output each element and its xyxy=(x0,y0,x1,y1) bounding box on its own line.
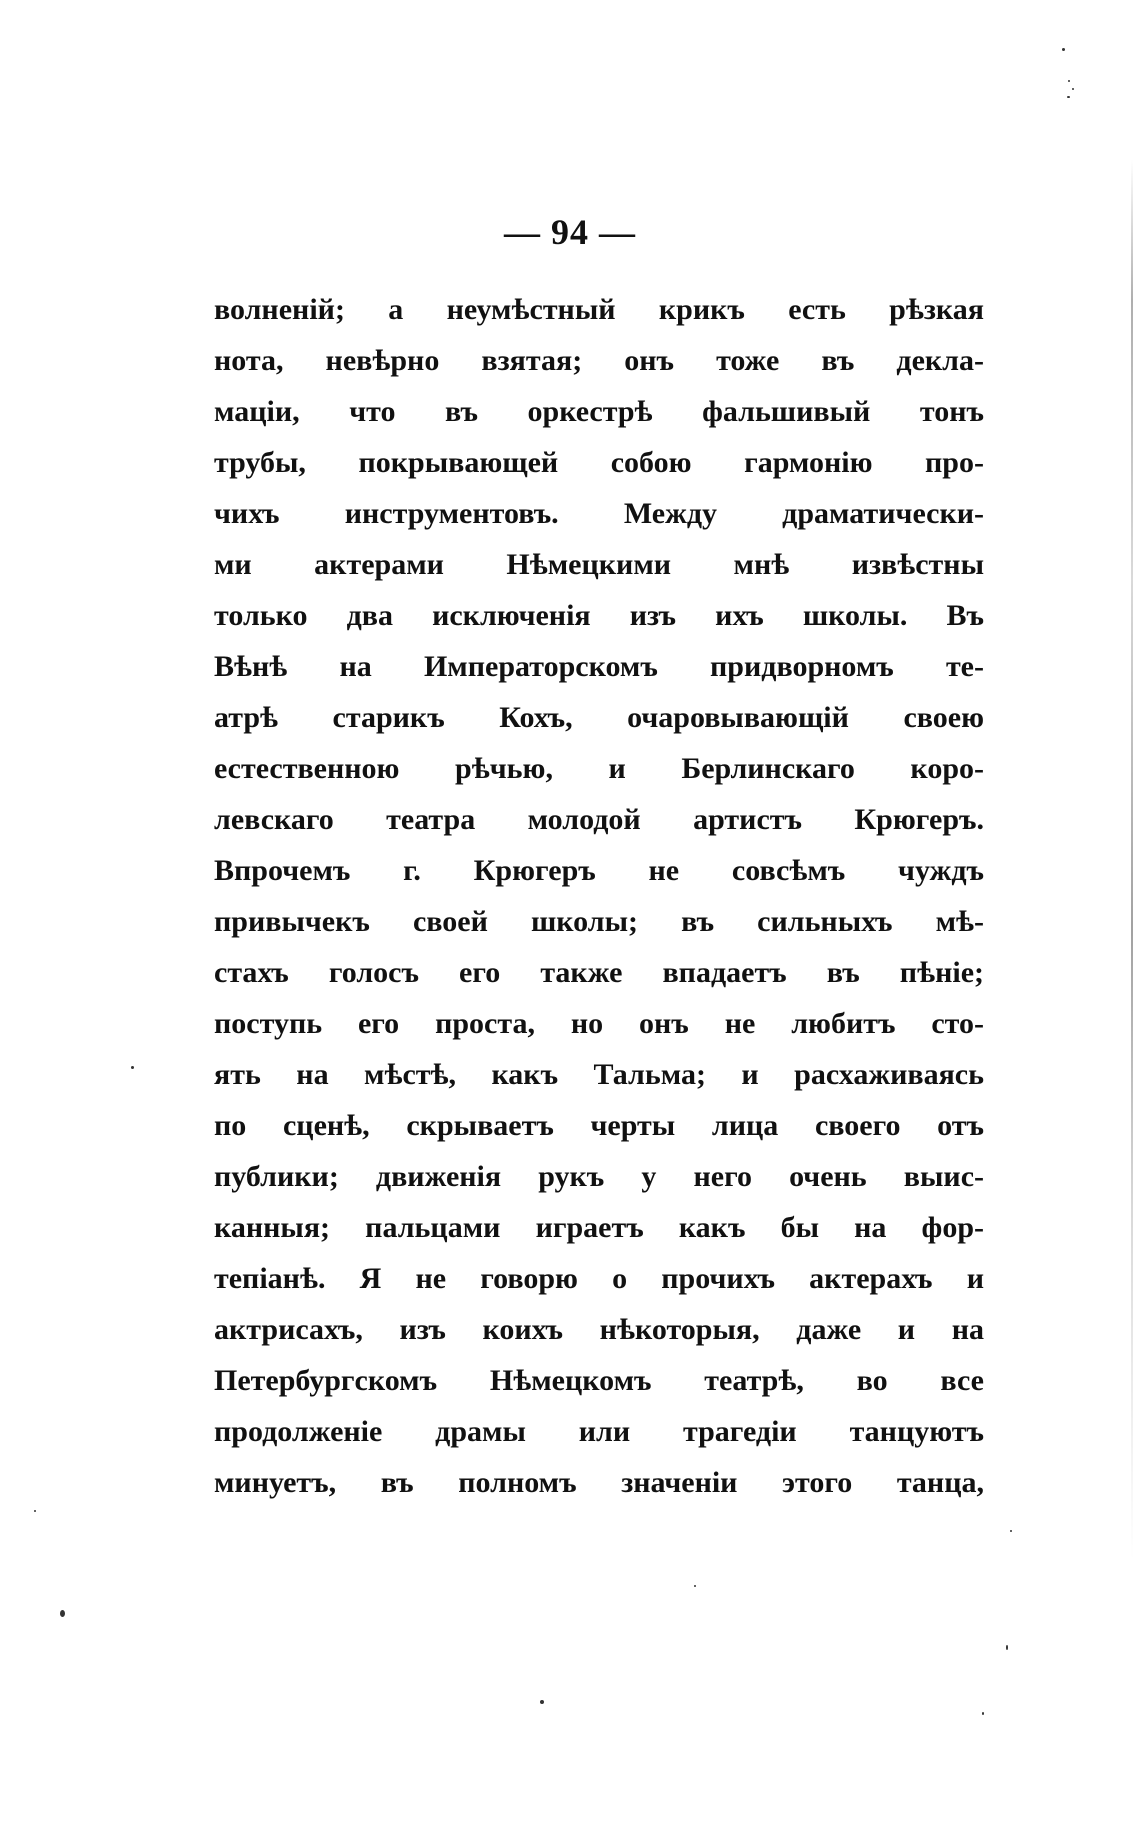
text-line: левскаго театра молодой артистъ Крюгеръ. xyxy=(214,803,984,836)
scan-speck xyxy=(1010,1530,1012,1532)
text-line: Впрочемъ г. Крюгеръ не совсѣмъ чуждъ xyxy=(214,854,984,887)
text-line: маціи, что въ оркестрѣ фальшивый тонъ xyxy=(214,395,984,428)
text-line: Вѣнѣ на Императорскомъ придворномъ те- xyxy=(214,650,984,683)
text-line: поступь его проста, но онъ не любитъ сто- xyxy=(214,1007,984,1040)
text-line: продолженіе драмы или трагедіи танцуютъ xyxy=(214,1415,984,1448)
text-line: нота, невѣрно взятая; онъ тоже въ декла- xyxy=(214,344,984,377)
text-line: минуетъ, въ полномъ значеніи этого танца, xyxy=(214,1466,984,1499)
page-number: — 94 — xyxy=(504,212,636,252)
text-line: тепіанѣ. Я не говорю о прочихъ актерахъ и xyxy=(214,1262,984,1295)
text-line: актрисахъ, изъ коихъ нѣкоторыя, даже и на xyxy=(214,1313,984,1346)
text-line: волненій; а неумѣстный крикъ есть рѣзкая xyxy=(214,293,984,326)
text-line: публики; движенія рукъ у него очень выис- xyxy=(214,1160,984,1193)
scan-speck xyxy=(60,1610,65,1617)
text-line: естественною рѣчью, и Берлинскаго коро- xyxy=(214,752,984,785)
scan-speck xyxy=(540,1700,544,1704)
text-line: только два исключенія изъ ихъ школы. Въ xyxy=(214,599,984,632)
text-line: трубы, покрывающей собою гармонію про- xyxy=(214,446,984,479)
scan-speck xyxy=(1062,48,1065,51)
scan-speck xyxy=(1006,1645,1008,1650)
scan-speck xyxy=(34,1510,36,1512)
scan-speck xyxy=(131,1066,134,1069)
text-line: Петербургскомъ Нѣмецкомъ театрѣ, во все xyxy=(214,1364,984,1397)
text-line: канныя; пальцами играетъ какъ бы на фор- xyxy=(214,1211,984,1244)
scan-speck xyxy=(694,1585,696,1587)
scan-edge-shadow xyxy=(1131,160,1133,1560)
scan-speck xyxy=(1068,80,1070,82)
text-line: ми актерами Нѣмецкими мнѣ извѣстны xyxy=(214,548,984,581)
text-line: по сценѣ, скрываетъ черты лица своего отъ xyxy=(214,1109,984,1142)
text-line: ять на мѣстѣ, какъ Тальма; и расхаживаясь xyxy=(214,1058,984,1091)
text-line: привычекъ своей школы; въ сильныхъ мѣ- xyxy=(214,905,984,938)
scan-speck xyxy=(982,1712,984,1715)
scan-speck xyxy=(1072,88,1074,90)
text-line: чихъ инструментовъ. Между драматически- xyxy=(214,497,984,530)
body-text xyxy=(214,284,984,1508)
text-line: стахъ голосъ его также впадаетъ въ пѣніе; xyxy=(214,956,984,989)
scan-speck xyxy=(1067,96,1070,98)
text-line: атрѣ старикъ Кохъ, очаровывающій своею xyxy=(214,701,984,734)
